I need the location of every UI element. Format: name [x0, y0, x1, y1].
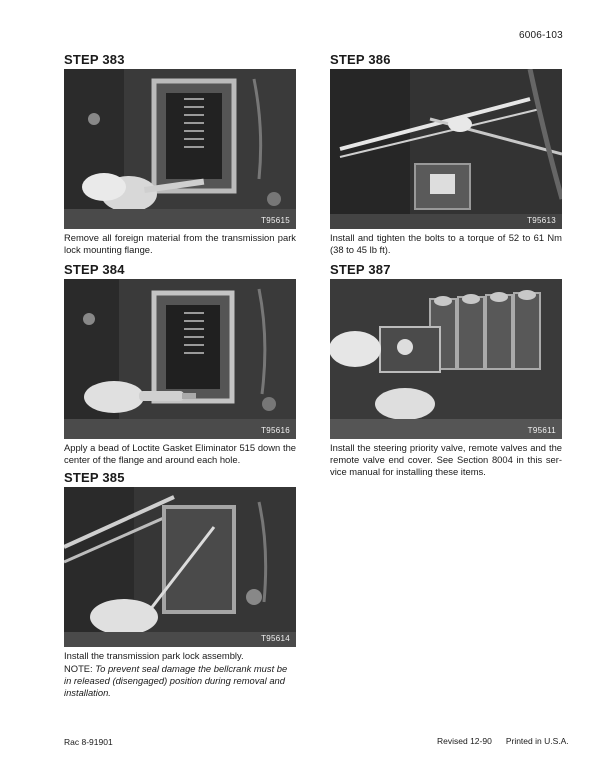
- step-383: [64, 52, 296, 256]
- photo-drawing: [64, 487, 296, 647]
- footer-revision: [437, 736, 569, 746]
- photo-drawing: [330, 69, 562, 229]
- note: [64, 663, 296, 699]
- photo-drawing: [64, 69, 296, 229]
- step-photo: [64, 69, 296, 229]
- step-385: [64, 470, 296, 662]
- step-caption: Install and tighten the bolts to a torque of 52 to 61 Nm (38 to 45 lb ft).: [330, 232, 562, 255]
- footer-document-code: Rac 8-91901: [64, 737, 113, 747]
- figure-id: T95616: [261, 426, 290, 435]
- step-caption: Apply a bead of Loctite Gasket Eliminator 515 down the center of the flange and around each hole.: [64, 442, 296, 465]
- note-label: NOTE:: [64, 663, 93, 674]
- step-title: STEP 385: [64, 470, 125, 485]
- step-386: [330, 52, 562, 256]
- figure-id: T95615: [261, 216, 290, 225]
- step-387: [330, 262, 562, 478]
- step-caption: Install the steering priority valve, remote valves and the remote valve end cover. See Section 8004 in this ser-vice manual for installing these items.: [330, 442, 562, 477]
- step-caption: Remove all foreign material from the transmission park lock mounting flange.: [64, 232, 296, 255]
- step-photo: [330, 69, 562, 229]
- photo-drawing: [64, 279, 296, 439]
- step-title: STEP 387: [330, 262, 391, 277]
- footer-revised: Revised 12-90: [437, 736, 492, 746]
- footer-printed: Printed in U.S.A.: [505, 736, 569, 746]
- photo-drawing: [330, 279, 562, 439]
- step-title: STEP 383: [64, 52, 125, 67]
- page-number: 6006-103: [519, 30, 563, 41]
- step-photo: [330, 279, 562, 439]
- step-caption: Install the transmission park lock assembly.: [64, 650, 244, 661]
- note-text: To prevent seal damage the bellcrank must be in released (disengaged) position during removal and installation.: [64, 663, 288, 698]
- step-photo: [64, 279, 296, 439]
- step-384: [64, 262, 296, 466]
- step-photo: [64, 487, 296, 647]
- figure-id: T95611: [527, 426, 556, 435]
- figure-id: T95614: [261, 634, 290, 643]
- step-title: STEP 386: [330, 52, 391, 67]
- step-title: STEP 384: [64, 262, 125, 277]
- figure-id: T95613: [527, 216, 556, 225]
